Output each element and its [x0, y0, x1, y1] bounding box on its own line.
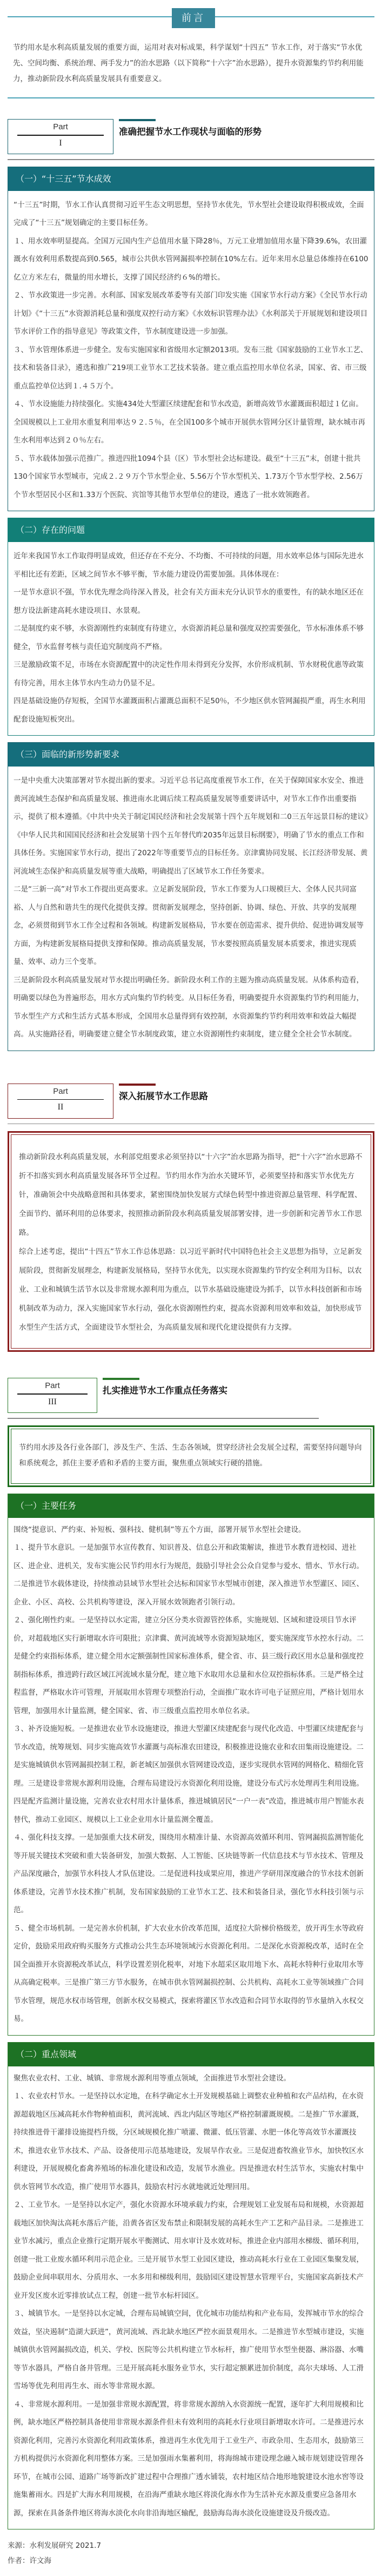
section-body [8, 2066, 374, 2529]
paragraph: ３、补齐设施短板。一是推进农业节水设施建设，推进大型灌区续建配套与现代化改造、中型灌区续建配套与节水改造，统筹规划、同步实施高效节水灌溉与高标准农田建设，积极推进设施农业和农田集雨设施建设。二是实施城镇供水管网漏损控制工程，新老城区加强供水管网建设改造，逐步实现供水管网的网格化、精细化管理。三是建设非常规水源利用设施，合理布局建设污水资源化利用设施，建设分布式污水处理再生利用设施。四是配齐监测计量设施，完善农业农村用水计量体系，推进城镇居民“一户一表”改造，推进城市用户智能水表替代，推动工业园区、规模以上工业企业用水计量监测全覆盖。 [14, 1725, 364, 1824]
section-heading: （一）“十三五”节水成效 [8, 167, 374, 191]
part1-title: 准确把握节水工作现状与面临的形势 [119, 127, 262, 137]
paragraph: ２、工业节水。一是坚持以水定产，强化水资源水环境承载力约束，合理规划工业发展布局和规模，水资源超载地区加快淘汰高耗水落后产能，沿黄各省区发布禁止和限制发展的高耗水生产工艺和产品目录。二是推进工业节水减污，重点企业推行定期开展水平衡测试、用水审计及水效对标，推进企业内部用水梯级、循环利用，创建一批工业废水循环利用示范企业。三是开展节水型工业园区建设，推动高耗水行业在工业园区集聚发展，鼓励企业间串联用水、分质用水、一水多用和梯级利用，鼓励园区建设智慧水管理平台，实施国家高新技术产业开发区废水近零排放试点工程，创建一批节水标杆园区。 [14, 2201, 364, 2300]
part-label: Part [45, 1381, 60, 1390]
paragraph: ４、强化科技支撑。一是加强重大技术研发，围绕用水精准计量、水资源高效循环利用、管网漏损监测智能化等开展关键技术突破和重大装备研发，加强大数据、人工智能、区块链等新一代信息技术与节水技术、管理及产品深度融合，加强节水科技人才队伍建设。二是促进科技成果应用，推进产学研用深度融合的节水技术创新体系建设，完善节水技术推广机制，发布国家鼓励的工业节水工艺、技术和装备目录，强化节水科技引领与示范。 [14, 1833, 364, 1914]
paragraph: 围绕“提意识、严约束、补短板、强科技、健机制”等五个方面，部署开展节水型社会建设。 [14, 1525, 306, 1534]
preface-header [8, 0, 374, 38]
paragraph: ３、城镇节水。一是坚持以水定城，合理布局城镇空间，优化城市功能结构和产业布局，发挥城市节水的综合效益，坚决遏制“造湖大跃进”，黄河流域、西北缺水地区严控水面景观用水。二是推进节水型城市建设，实施城镇供水管网漏损改造，机关、学校、医院等公共机构建立节水标杆，推广使用节水型坐便器、淋浴器、水嘴等节水器具，严格自备井管理。三是开展高耗水服务业节水，实行超定额累进加价制度，高尔夫球场、人工滑雪场等优先利用再生水、雨水等非常规水源。 [14, 2309, 364, 2390]
paragraph: １、农业农村节水。一是坚持以水定地，在科学确定水土开发规模基础上调整农业种植和农产品结构，在水资源超载地区压减高耗水作物种植面积，黄河流域、西北内陆区等地区严格控制灌溉规模。二是推广节水灌溉，持续推进骨干灌排设施提档升级，分区域规模化推广喷灌、微灌、低压管灌、水肥一体化等高效节水灌溉技术，推进农业节水技术、产品、设备使用示范基地建设，发展旱作农业。三是促进畜牧渔业节水，加快牧区水利建设，开展规模化畜禽养殖场的标准化建设和改造，发展节水渔业。四是推进农村生活节水，实施农村集中供水管网节水改造，推广使用节水器具，鼓励农村污水就地就近处理回用。 [14, 2092, 364, 2191]
part-number: II [57, 1102, 64, 1112]
part3-intro-box [8, 1425, 374, 1487]
part2-header [8, 1084, 374, 1121]
section-heading: （一）主要任务 [8, 1494, 374, 1518]
part-label: Part [53, 122, 68, 131]
part2-title: 深入拓展节水工作思路 [119, 1091, 208, 1101]
paragraph: ５、健全市场机制。一是完善水价机制，扩大农业水价改革范围，适度拉大阶梯价格级差，放开再生水等政府定价，鼓励采用政府购买服务方式推动公共生态环境领域污水资源化利用。二是深化水资源税改革，适时在全国全面推开水资源税改革试点，科学设置差别化税率，对地下水超采区取用地下水、高耗水特种行业取用水等从高确定税率。三是推广第三方节水服务，在城市供水管网漏损控制、公共机构、高耗水工业等领域推广合同节水管理，规范水权市场管理，创新水权交易模式，探索将灌区节水改造和合同节水取得的节水量纳入水权交易。 [14, 1924, 364, 2023]
paragraph: 推动新阶段水利高质量发展，水利部党组要求必须坚持以“十六字”治水思路为指导，把“十六字”治水思路不折不扣落实到水利高质量发展各环节全过程。节约用水作为治水关键环节，必须要坚持和落实节水优先方针，准确领会中央战略意图和具体要求，紧密围绕加快发展方式绿色转型中推进资源总量管理、科学配置、全面节约、循环利用的总体要求，按照推动新阶段水利高质量发展部署安排，进一步创新和完善节水工作思路。 [19, 1153, 363, 1237]
paragraph: “十三五”时期，节水工作认真贯彻习近平生态文明思想，坚持节水优先，节水型社会建设取得积极成效，全面完成了“十三五”规划确定的主要目标任务。 [14, 200, 364, 227]
paragraph: 聚焦农业农村、工业、城镇、非常规水源利用等重点领域，全面推进节水型社会建设。 [14, 2073, 291, 2083]
paragraph: 二是制度约束不够，水资源刚性约束制度有待建立，水资源消耗总量和强度双控需要强化，节水标准体系不够健全，节水监督考核与责任追究制度尚不严格。 [14, 624, 364, 651]
paragraph: 近年来我国节水工作取得明显成效，但还存在不充分、不均衡、不可持续的问题，用水效率总体与国际先进水平相比还有差距，区域之间节水不够平衡，节水能力建设仍需要加强。具体体现在： [14, 552, 364, 579]
preface-bottom-rule [8, 97, 374, 98]
section-body [8, 542, 374, 735]
preface-title: 前言 [172, 8, 215, 28]
part2-divider [8, 1124, 374, 1125]
part-label: Part [53, 1086, 68, 1096]
paragraph: ３、节水管理体系进一步健全。发布实施国家和省级用水定额2013项。发布三批《国家鼓励的工业节水工艺、技术和装备目录》，遴选和推广219项工业节水工艺技术装备。建立重点监控用水单位名录，国家、省、市三级重点监控单位达到１.４５万个。 [14, 345, 368, 391]
paragraph: 三是激励政策不足，市场在水资源配置中的决定性作用未得到充分发挥，水价形成机制、节水财税优惠等政策有待完善，用水主体节水内生动力仍显不足。 [14, 660, 364, 688]
section-problems [8, 518, 374, 736]
part-number: I [59, 138, 62, 148]
section-new-requirements [8, 742, 374, 1051]
section-key-areas [8, 2042, 374, 2530]
part1-accent-bar [119, 119, 156, 121]
paragraph: 三是新阶段水利高质量发展对节水提出明确任务。新阶段水利工作的主题为推动高质量发展。从体系构造看，明确要以绿色为普遍形态，用水方式向集约节约转变。从目标任务看，明确要提升水资源集约节约利用能力，节水型生产方式和生活方式基本形成，全国用水总量得到有效控制，水资源集约节约利用效率和效益大幅提高。从实施路径看，明确要建立健全节水制度政策，建立水资源刚性约束制度，建立健全全社会节水制度。 [14, 975, 364, 1039]
part2-content-box [8, 1131, 374, 1352]
paragraph: 二是“三新一高”对节水工作提出更高要求。立足新发展阶段，节水工作要为人口规模巨大、全体人民共同富裕、人与自然和谐共生的现代化提供支撑。贯彻新发展理念，坚持创新、协调、绿色、开放、共享的发展理念，必须贯彻到节水工作全过程和各领域。构建新发展格局，节水要在创造需求、提升供给、促进协调发展等方面，为构建新发展格局提供支撑和保障。推动高质量发展，节水要按照高质量发展本质要求，推进实现质量、效率、动力三个变革。 [14, 885, 364, 966]
paragraph: ５、节水载体加强示范推广。推进四批1094个县（区）节水型社会达标建设。截至“十三五”末，创建十批共130个国家节水型城市，完成２.２９万个节水型企业、5.56万个节水型机关、1.73万个节水型学校、2.56万个节水型居民小区和1.33万个医院、宾馆等其他节水型单位的建设，遴选了一批水效领跑者。 [14, 454, 363, 499]
paragraph: ２、节水政策进一步完善。水利部、国家发展改革委等有关部门印发实施《国家节水行动方案》《全民节水行动计划》《“十三五”水资源消耗总量和强度双控行动方案》《水效标识管理办法》《水利部关于开展规划和建设项目节水评价工作的指导意见》等政策文件，节水制度建设进一步加强。 [14, 291, 368, 336]
section-heading: （三）面临的新形势新要求 [8, 743, 374, 767]
section-main-tasks [8, 1494, 374, 2036]
author-line: 作者：许文海 [8, 2557, 51, 2565]
part3-accent-bar [103, 1378, 139, 1380]
part3-header [8, 1378, 374, 1416]
paragraph: １、用水效率明显提高。全国万元国内生产总值用水量下降28％，万元工业增加值用水量下降39.6%，农田灌溉水有效利用系数提高到0.565，城市公共供水管网漏损率控制在10%左右。近年来用水总量总体维持在6100亿立方米左右，微量的用水增长，支撑了国民经济约６%的增长。 [14, 236, 368, 282]
paragraph: 一是中央重大决策部署对节水提出新的要求。习近平总书记高度重视节水工作，在关于保障国家水安全、推进黄河流域生态保护和高质量发展、推进南水北调后续工程高质量发展等重要讲话中，对节水工作作出重要指示，提供了根本遵循。《中共中央关于制定国民经济和社会发展第十四个五年规划和二0三五年远景目标的建议》《中华人民共和国国民经济和社会发展第十四个五年替代昨2035年远景目标纲要》，明确了节水的重点工作和具体任务。实施国家节水行动，提出了2022年等重要节点的目标任务。京津冀协同发展、长江经济带发展、黄河流域生态保护和高质量发展等重大战略，明确提出了区域节水工作任务要求。 [14, 776, 368, 876]
part1-divider [8, 159, 374, 160]
section-body [8, 767, 374, 1051]
paragraph: １、提升节水意识。一是加强节水宣传教育、知识普及、信息公开和政策解读，推进节水教育进校园、进社区、进企业、进机关，发布实施公民节约用水行为规范，鼓励引导社会公众自觉参与爱水、惜水、节水行动。二是推进节水载体建设，持续推动县域节水型社会达标和国家节水型城市创建，深入推进节水型灌区、园区、企业、小区、高校、公共机构等建设，深入开展水效领跑者引领行动。 [14, 1543, 364, 1607]
part3-divider [8, 1418, 319, 1419]
section-heading: （二）重点领域 [8, 2043, 374, 2066]
paragraph: ２、强化刚性约束。一是坚持以水定需，建立分区分类水资源管控体系，实施规划、区域和建设项目节水评价，对超载地区实行新增取水许可限批；京津冀、黄河流域等水资源短缺地区，要实施深度节水控水行动。二是健全约束指标体系，建立健全用水定额强制性国家标准体系，健全省、市、县三级行政区用水总量和强度控制指标体系，推进跨行政区域江河流域水量分配，建立地下水取用水总量和水位双控指标体系。三是严格全过程监督，严格取水许可管理，开展取用水管理专项整治行动，全面推广取水许可电子证照应用，严格计划用水管理，加强用水计量监测，健全国家、省、市三级重点监控用水单位名录。 [14, 1616, 364, 1715]
source-line: 来源：水利发展研究 2021.7 [8, 2541, 102, 2550]
part3-intro: 节约用水涉及各行业各部门，涉及生产、生活、生态各领域，贯穿经济社会发展全过程，需要坚持问题导向和系统观念，抓住主要矛盾和矛盾的主要方面，聚焦重点领域实行硬的措施。 [11, 1429, 371, 1484]
part2-content [11, 1134, 371, 1349]
paragraph: ４、节水设施能力持续强化。实施434处大型灌区续建配套和节水改造，新增高效节水灌溉面积超过１亿亩。全国规模以上工业用水重复利用率达９２.５％，在全国100多个城市开展供水管网分区计量管理，缺水城市再生水利用率达到２０％左右。 [14, 400, 366, 445]
section-achievements [8, 167, 374, 512]
part1-badge [8, 119, 113, 154]
part2-badge [8, 1084, 113, 1119]
part1-header [8, 119, 374, 157]
paragraph: 一是节水意识不强，节水优先理念尚待深入普及，社会有关方面未充分认识节水的重要性，有的缺水地区还在想方设法新建高耗水建设项目、水景观。 [14, 588, 364, 615]
section-body [8, 1518, 374, 2035]
paragraph: 四是基础设施仍存短板，全国节水灌溉面积占灌溉总面积不足50％，不少地区供水管网漏损严重，再生水利用配套设施短板突出。 [14, 697, 366, 724]
part-number: III [48, 1397, 57, 1406]
preface-text: 节约用水是水利高质量发展的重要方面，运用对表对标成果，科学谋划“十四五” 节水工作，对于落实“节水优先、空间均衡、系统治理、两手发力”的治水思路（以下简称“十六字”治水思路），提升水资源集约节约利用能力，推动新阶段水利高质量发展具有重要意义。 [13, 43, 364, 83]
part3-badge [8, 1378, 97, 1413]
section-heading: （二）存在的问题 [8, 518, 374, 542]
part2-accent-bar [119, 1084, 156, 1086]
article-footer [8, 2529, 374, 2568]
paragraph: ４、非常规水源利用。一是加强非常规水源配置，将非常规水源纳入水资源统一配置，逐年扩大利用规模和比例，缺水地区严格控制具备使用非常规水源条件但未有效利用的高耗水行业项目新增取水许可。二是推进污水资源化利用，完善污水资源化利用政策体系，推进再生水优先用于工业生产、市政杂用、生态用水，鼓励第三方机构提供污水资源化利用整体方案。三是加强雨水集蓄利用，将海绵城市建设理念融入城市规划建设管理各环节，在城市公园、道路广场等新改扩建过程中合理推广透水铺装，农村地区结合地形地貌建设水池水窖等设施集蓄雨水。四是扩大海水利用规模，在沿海严重缺水地区将淡化海水作为生活补充水源及重要应急备用水源，探索在具备条件地区将海水淡化水向非沿海地区输配，鼓励海岛海水淡化设施建设及升级改造。 [14, 2400, 364, 2518]
part3-title: 扎实推进节水工作重点任务落实 [103, 1385, 227, 1396]
paragraph: 综合上述考虑，提出“十四五”节水工作总体思路：以习近平新时代中国特色社会主义思想为指导，立足新发展阶段，贯彻新发展理念，构建新发展格局，坚持节水优先，以实现水资源集约节约安全利用为目标，以农业、工业和城镇生活节水以及非常规水源利用为重点，以节水基础设施建设为抓手，以节水科技创新和市场机制改革为动力，深入实施国家节水行动，强化水资源刚性约束，提高水资源利用效率和效益，加快形成节水型生产生活方式，全面建设节水型社会，为高质量发展和现代化建设提供有力支撑。 [19, 1247, 362, 1332]
section-body [8, 191, 374, 511]
